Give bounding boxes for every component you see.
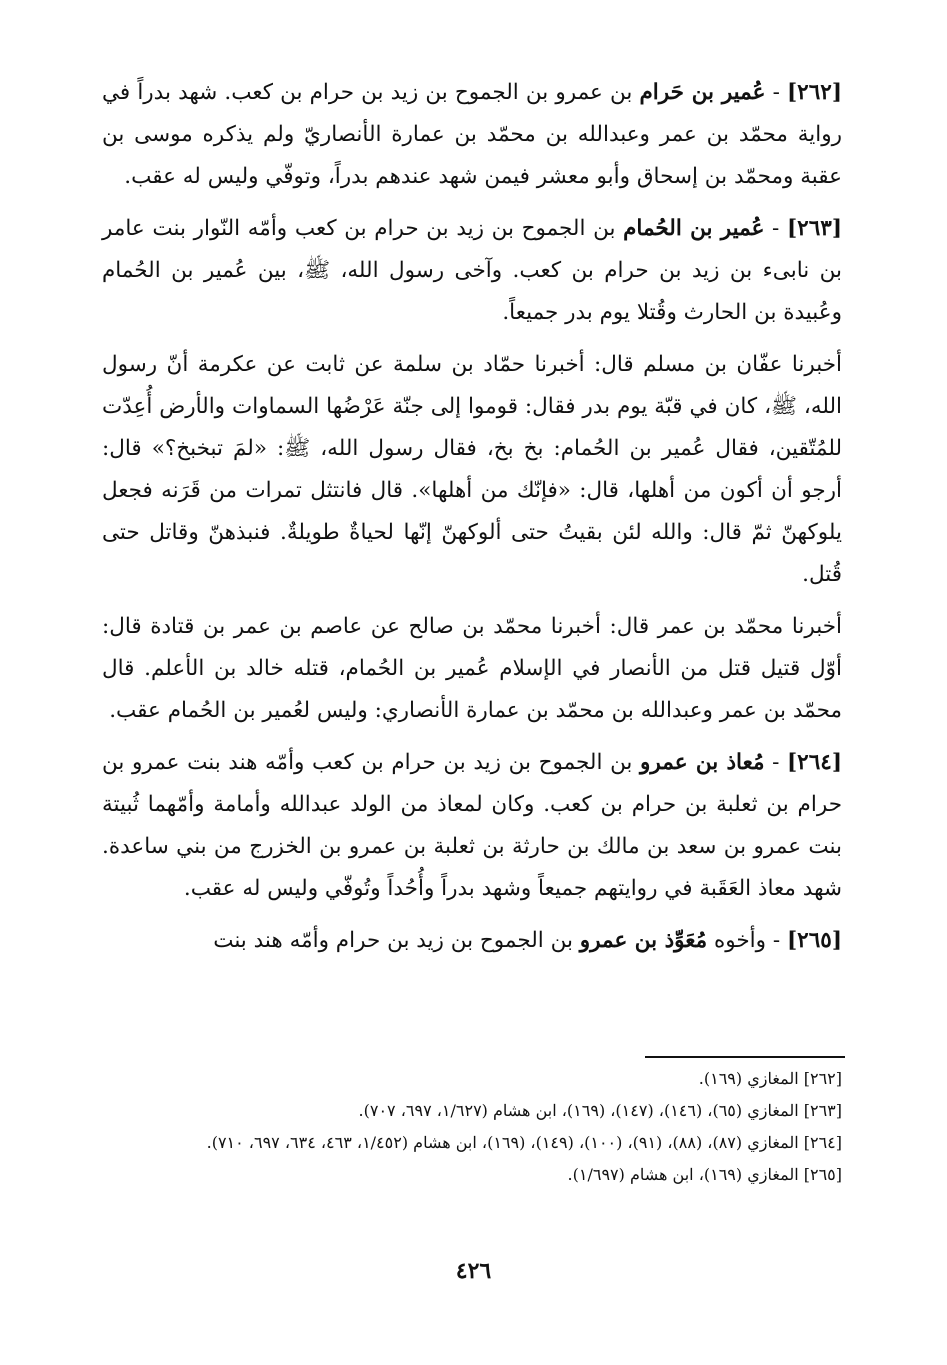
entry-text: بن الجموح بن زيد بن حرام وأمّه هند بنت [213, 928, 580, 953]
entry-name: مُعاذ بن عمرو [640, 750, 765, 775]
entry-prefix: - وأخوه [707, 928, 787, 953]
entry-265 [102, 920, 842, 962]
entry-264 [102, 742, 842, 910]
entry-text: بن عمرو بن الجموح بن زيد بن حرام بن كعب. شهد بدراً في رواية محمّد بن عمر وعبدالله بن محمّد بن عمارة الأنصاريّ ولم يذكره موسى بن عقبة ومحمّد بن إسحاق وأبو معشر فيمن شهد عندهم بدراً، وتوفّي وليس له عقب. [102, 80, 842, 189]
entry-262 [102, 72, 842, 198]
footnote: [٢٦٤] المغازي (٨٧)، (٨٨)، (٩١)، (١٠٠)، (١٤٩)، (١٦٩)، ابن هشام (١/٤٥٢، ٤٦٣، ٦٣٤، ٦٩٧، ٧١٠). [206, 1133, 842, 1152]
separator: - [764, 750, 787, 775]
entry-name: عُمير بن الحُمام [623, 216, 765, 241]
narration-paragraph: أخبرنا عفّان بن مسلم قال: أخبرنا حمّاد بن سلمة عن ثابت عن عكرمة أنّ رسول الله، ﷺ، كان في قبّة يوم بدر فقال: قوموا إلى جنّة عَرْضُها السماوات والأرض أُعِدّت للمُتّقين، فقال عُمير بن الحُمام: بخ بخ، فقال رسول الله، ﷺ: «لمَ تبخبخ؟» قال: أرجو أن أكون من أهلها، قال: «فإنّك من أهلها». قال فانتثل تمرات من قَرَنه فجعل يلوكهنّ ثمّ قال: والله لئن بقيتُ حتى ألوكهنّ إنّها لحياةٌ طويلةٌ. فنبذهنّ وقاتل حتى قُتل. [102, 352, 843, 587]
footnote: [٢٦٣] المغازي (٦٥)، (١٤٦)، (١٤٧)، (١٦٩)، ابن هشام (١/٦٢٧، ٦٩٧، ٧٠٧). [358, 1101, 842, 1120]
separator: - [765, 80, 787, 105]
entry-number: [٢٦٢] [786, 80, 842, 105]
narration-paragraph: أخبرنا محمّد بن عمر قال: أخبرنا محمّد بن صالح عن عاصم بن عمر بن قتادة قال: أوّل قتيل قتل من الأنصار في الإسلام عُمير بن الحُمام، قتله خالد بن الأعلم. قال محمّد بن عمر وعبدالله بن محمّد بن عمارة الأنصاري: وليس لعُمير بن الحُمام عقب. [102, 614, 842, 723]
footnote-separator [645, 1056, 845, 1058]
entry-263 [102, 208, 842, 334]
entry-text: بن الجموح بن زيد بن حرام بن كعب وأمّه النّوار بنت عامر بن نابىء بن زيد بن حرام بن كعب. وآخى رسول الله، ﷺ، بين عُمير بن الحُمام وعُبيدة بن الحارث وقُتلا يوم بدر جميعاً. [102, 216, 842, 325]
footnotes [102, 1062, 842, 1192]
footnote: [٢٦٥] المغازي (١٦٩)، ابن هشام (١/٦٩٧). [567, 1165, 842, 1184]
footnote: [٢٦٢] المغازي (١٦٩). [698, 1069, 842, 1088]
page-number: ٤٢٦ [455, 1258, 492, 1284]
entry-name: مُعَوِّذ بن عمرو [579, 928, 708, 953]
entry-number: [٢٦٤] [786, 750, 843, 775]
entry-number: [٢٦٥] [786, 928, 842, 953]
entry-name: عُمير بن حَرام [639, 80, 766, 105]
main-text [102, 72, 842, 972]
entry-text: بن الجموح بن زيد بن حرام بن كعب وأمّه هند بنت عمرو بن حرام بن ثعلبة بن حرام بن كعب. وكان لمعاذ من الولد عبدالله وأمامة وأمّهما ثُبيتة بنت عمرو بن سعد بن مالك بن حارثة بن ثعلبة بن عمرو بن الخزرج من بني ساعدة. شهد معاذ العَقَبة في روايتهم جميعاً وشهد بدراً وأُحُداً وتُوفّي وليس له عقب. [102, 750, 842, 901]
separator: - [764, 216, 787, 241]
entry-number: [٢٦٣] [786, 216, 843, 241]
